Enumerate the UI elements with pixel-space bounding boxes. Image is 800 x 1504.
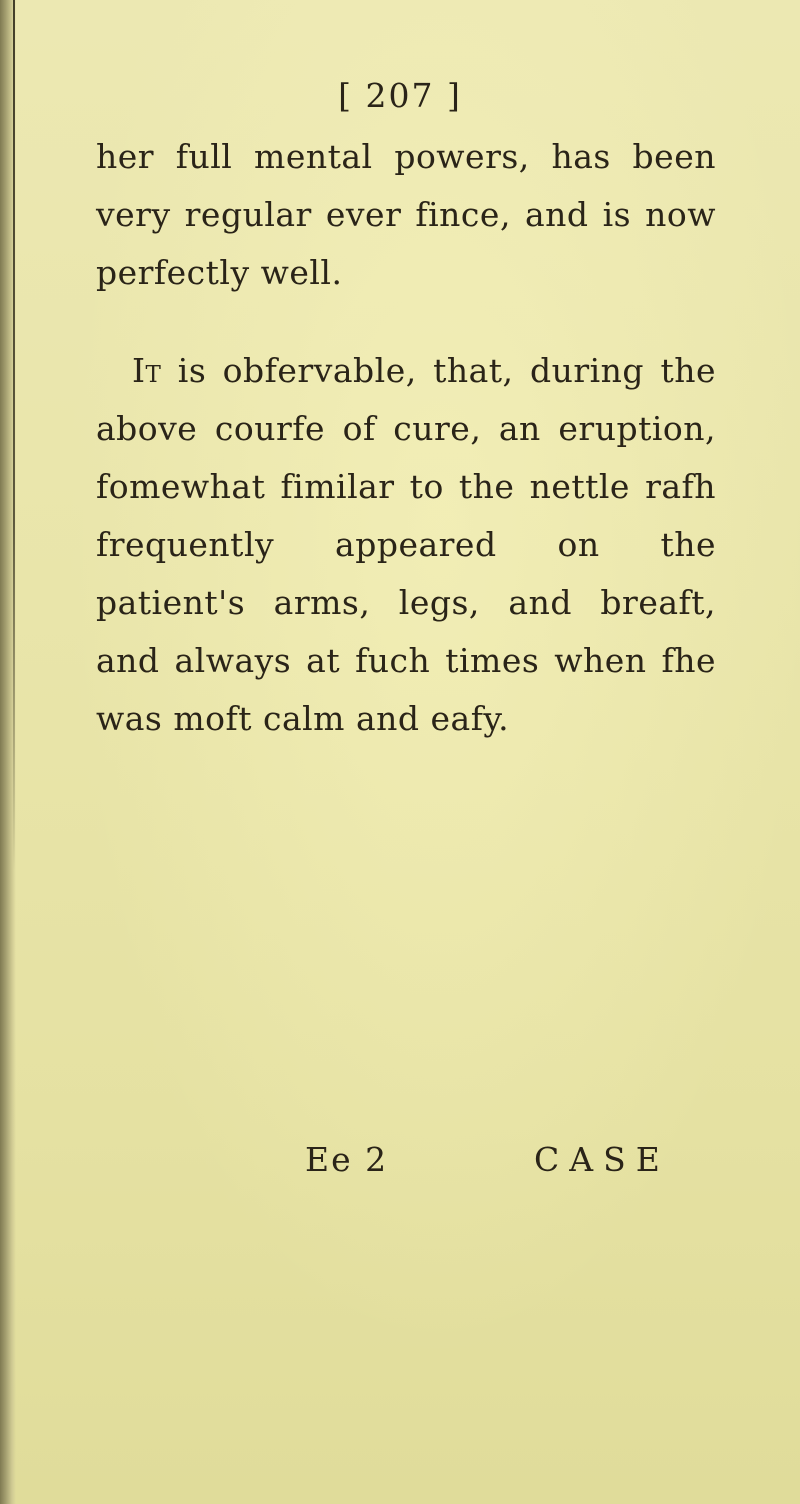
page-footer — [0, 1140, 800, 1190]
paragraph-2-text: is obfervable, that, during the above courfe of cure, an eruption, fomewhat fimilar to the nettle rafh frequently appeared on the patient's arms, legs, and breaft, and always at fuch times when fhe was moft calm and eafy. — [96, 351, 716, 738]
body-text — [96, 128, 716, 748]
page-number-header: [ 207 ] — [338, 76, 462, 115]
binding-shadow-line — [13, 0, 15, 870]
paragraph-2 — [96, 342, 716, 748]
catchword: CASE — [534, 1140, 670, 1179]
paragraph-2-lead-word: It — [132, 351, 162, 390]
signature-mark: Ee 2 — [305, 1140, 389, 1179]
paragraph-1: her full mental powers, has been very regular ever fince, and is now perfectly well. — [96, 137, 716, 292]
